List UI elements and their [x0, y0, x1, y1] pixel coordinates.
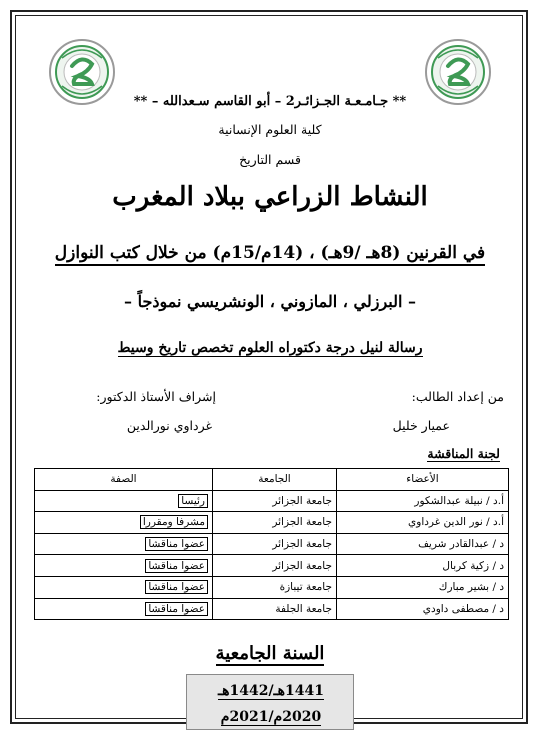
member-university: جامعة تيبازة [213, 576, 337, 598]
member-role-text: عضوا مناقشا [145, 559, 208, 573]
member-university: جامعة الجلفة [213, 598, 337, 620]
member-role-text: مشرفا ومقررا [140, 515, 208, 529]
member-name: د / مصطفى داودي [337, 598, 509, 620]
member-name: أ.د / نور الدين غرداوي [337, 512, 509, 534]
table-row [35, 490, 509, 512]
member-university: جامعة الجزائر [213, 533, 337, 555]
member-role [35, 598, 213, 620]
header-university: الجامعة [213, 469, 337, 491]
table-row [35, 576, 509, 598]
gregorian-year: 2020م/2021م [220, 709, 322, 725]
academic-year-box [186, 674, 354, 730]
prepared-by-label: من إعداد الطالب: [411, 389, 504, 404]
table-row [35, 598, 509, 620]
hijri-year: 1441هـ/1442هـ [217, 683, 325, 699]
member-role [35, 512, 213, 534]
supervisor-name: غرداوي نورالدين [126, 418, 212, 433]
member-name: د / عبدالقادر شريف [337, 533, 509, 555]
member-role [35, 533, 213, 555]
department-name: قسم التاريخ [239, 152, 301, 167]
member-university: جامعة الجزائر [213, 512, 337, 534]
thesis-degree: رسالة لنيل درجة دكتوراه العلوم تخصص تاريخ وسيط [117, 340, 423, 356]
thesis-subtitle: في القرنين (8هـ /9هـ) ، (14م/15م) من خلال كتب النوازل [55, 243, 485, 266]
supervisor-label: إشراف الأستاذ الدكتور: [96, 389, 216, 404]
header-role: الصفة [35, 469, 213, 491]
gregorian-year-wrap [187, 709, 355, 725]
academic-year-label-wrap [0, 643, 540, 664]
university-name: ** جـامـعـة الجـزائـر2 – أبو القاسم سـعدالله – ** [133, 94, 407, 109]
member-role [35, 490, 213, 512]
faculty-name: كلية العلوم الإنسانية [218, 122, 322, 137]
member-role [35, 576, 213, 598]
committee-label-wrap [427, 446, 500, 461]
committee-table [34, 468, 509, 620]
thesis-title: النشاط الزراعي ببلاد المغرب [112, 182, 428, 212]
member-university: جامعة الجزائر [213, 490, 337, 512]
member-role-text: عضوا مناقشا [145, 537, 208, 551]
header-members: الأعضاء [337, 469, 509, 491]
member-name: د / زكية كربال [337, 555, 509, 577]
member-university: جامعة الجزائر [213, 555, 337, 577]
member-role-text: عضوا مناقشا [145, 580, 208, 594]
thesis-models: – البرزلي ، المازوني ، الونشريسي نموذجاً – [124, 292, 416, 311]
table-row [35, 555, 509, 577]
academic-year-label: السنة الجامعية [215, 643, 325, 664]
member-name: أ.د / نبيلة عبدالشكور [337, 490, 509, 512]
member-role [35, 555, 213, 577]
member-name: د / بشير مبارك [337, 576, 509, 598]
committee-label: لجنة المناقشة [427, 446, 500, 461]
member-role-text: عضوا مناقشا [145, 602, 208, 616]
table-row [35, 512, 509, 534]
student-name: عميار خليل [392, 418, 450, 433]
table-row [35, 533, 509, 555]
hijri-year-wrap [187, 683, 355, 699]
table-header-row [35, 469, 509, 491]
thesis-degree-wrap [0, 340, 540, 356]
member-role-text: رئيسا [178, 494, 208, 508]
thesis-subtitle-wrap [0, 243, 540, 263]
